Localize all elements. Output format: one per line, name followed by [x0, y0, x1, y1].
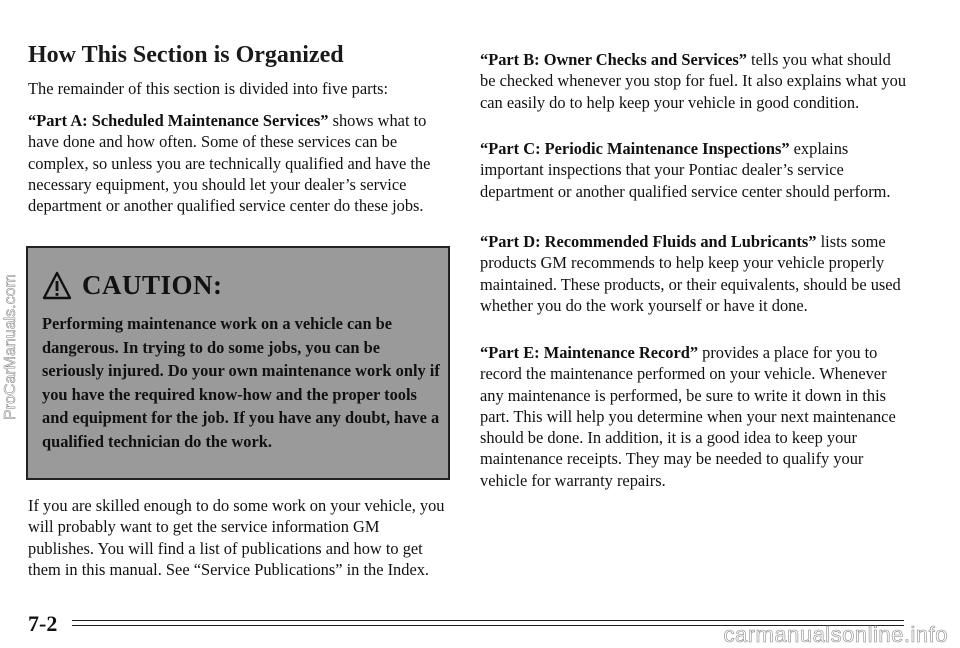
part-b-body: tells you what should be checked whenever you stop for fuel. It also explains what you can easily do to help keep your vehicle in good condition. [480, 50, 907, 112]
caution-title: CAUTION: [82, 270, 223, 300]
side-watermark: ProCarManuals.com [2, 274, 19, 420]
part-d-title: “Part D: Recommended Fluids and Lubricants” [480, 232, 817, 251]
bottom-watermark: carmanualsonline.info [723, 622, 948, 647]
caution-box [26, 246, 450, 480]
part-c-body: explains important inspections that your Pontiac dealer’s service department or another qualified service center should perform. [480, 139, 891, 201]
part-d-body: lists some products GM recommends to help keep your vehicle properly maintained. These products, or their equivalents, should be used whether you do the work yourself or have it done. [480, 232, 901, 315]
part-b-title: “Part B: Owner Checks and Services” [480, 50, 747, 69]
after-caution-paragraph: If you are skilled enough to do some work on your vehicle, you will probably want to get the service information GM publishes. You will find a list of publications and how to get them in this manual. See “Service Publications” in the Index. [28, 496, 445, 579]
caution-title-row [42, 270, 223, 301]
part-e-body: provides a place for you to record the maintenance performed on your vehicle. Whenever any maintenance is performed, be sure to write it down in this part. This will help you determine when your next maintenance should be done. In addition, it is a good idea to keep your maintenance receipts. They may be needed to qualify your vehicle for warranty repairs. [480, 343, 896, 490]
part-d-paragraph [480, 231, 910, 316]
intro-paragraph: The remainder of this section is divided into five parts: [28, 79, 389, 98]
part-e-paragraph [480, 342, 910, 491]
caution-text: Performing maintenance work on a vehicle can be dangerous. In trying to do some jobs, you can be seriously injured. Do your own maintenance work only if you have the required know-how and the proper tools and equipment for the job. If you have any doubt, have a qualified technician do the work. [42, 314, 440, 451]
part-c-paragraph [480, 138, 910, 202]
part-e-title: “Part E: Maintenance Record” [480, 343, 699, 362]
footer-rule-top [72, 620, 904, 621]
part-a-paragraph [28, 110, 448, 216]
section-heading: How This Section is Organized [28, 42, 344, 68]
warning-triangle-icon [42, 271, 72, 301]
page-number: 7-2 [28, 611, 58, 636]
part-a-body: shows what to have done and how often. Some of these services can be complex, so unless you are technically qualified and have the necessary equipment, you should let your dealer’s service department or another qualified service center do these jobs. [28, 111, 431, 216]
part-a-title: “Part A: Scheduled Maintenance Services” [28, 111, 329, 130]
part-b-paragraph [480, 49, 910, 113]
part-c-title: “Part C: Periodic Maintenance Inspections” [480, 139, 790, 158]
